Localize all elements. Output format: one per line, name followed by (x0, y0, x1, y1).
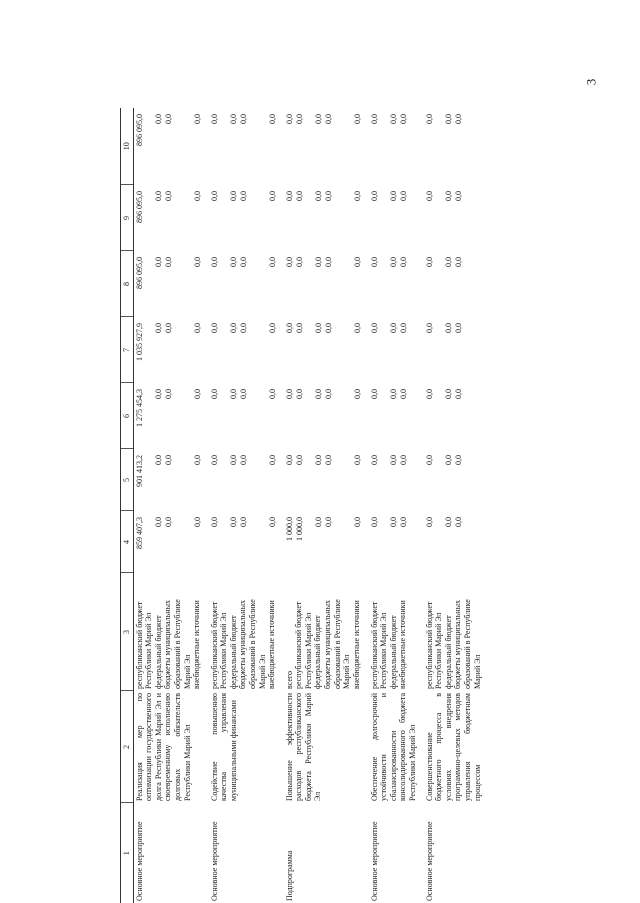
value: 0,0 (153, 389, 163, 399)
value-cell (209, 383, 284, 449)
value: 0,0 (323, 455, 333, 465)
funding-source: республиканский бюджет Республики Марий Эл (294, 601, 313, 689)
value: 0,0 (388, 455, 398, 465)
value-cell (284, 185, 369, 251)
value: 0,0 (424, 455, 434, 465)
table-row (209, 108, 284, 903)
value-cell (369, 185, 424, 251)
value: 0,0 (398, 191, 408, 201)
value: 0,0 (267, 257, 277, 267)
rotated-table-area (120, 108, 550, 903)
value: 0,0 (209, 323, 219, 333)
value: 0,0 (313, 389, 323, 399)
funding-source: федеральный бюджет (153, 615, 163, 689)
value: 0,0 (388, 517, 398, 527)
value: 0,0 (153, 114, 163, 124)
header-cell: 8 (121, 251, 134, 317)
value: 0,0 (209, 191, 219, 201)
funding-source: внебюджетные источники (398, 600, 408, 689)
table-body (133, 108, 488, 903)
value: 0,0 (209, 517, 219, 527)
value-cell (209, 185, 284, 251)
value: 0,0 (313, 323, 323, 333)
value: 0,0 (163, 389, 173, 399)
value: 0,0 (238, 517, 248, 527)
value-cell (284, 449, 369, 511)
value-cell (424, 108, 489, 185)
document-page (120, 108, 550, 903)
value: 0,0 (369, 191, 379, 201)
header-cell: 4 (121, 511, 134, 573)
header-cell: 7 (121, 317, 134, 383)
header-cell: 1 (121, 803, 134, 903)
value: 0,0 (369, 389, 379, 399)
funding-source: внебюджетные источники (351, 600, 361, 689)
funding-source: внебюджетные источники (192, 600, 202, 689)
value-cell (369, 251, 424, 317)
value: 0,0 (294, 455, 304, 465)
value-cell (133, 383, 209, 449)
value-cell (424, 251, 489, 317)
value: 0,0 (238, 455, 248, 465)
value: 0,0 (267, 323, 277, 333)
value: 0,0 (284, 389, 294, 399)
funding-source: федеральный бюджет (313, 615, 323, 689)
value: 0,0 (453, 389, 463, 399)
row-type: Основное мероприятие (369, 821, 379, 901)
value: 0,0 (453, 191, 463, 201)
value-cell (133, 251, 209, 317)
row-type: Основное мероприятие (424, 821, 434, 901)
value: 0,0 (352, 114, 362, 124)
value: 0,0 (388, 389, 398, 399)
row-name: Содействие повышению качества управления муниципальными финансами (209, 693, 238, 801)
value: 0,0 (323, 191, 333, 201)
value: 0,0 (209, 257, 219, 267)
funding-source: федеральный бюджет (388, 615, 398, 689)
value: 0,0 (388, 257, 398, 267)
value: 0,0 (192, 114, 202, 124)
value: 0,0 (209, 114, 219, 124)
header-cell: 3 (121, 573, 134, 691)
funding-source: внебюджетные источники (267, 600, 277, 689)
funding-sources (284, 573, 369, 691)
value: 0,0 (398, 389, 408, 399)
value: 0,0 (388, 114, 398, 124)
value: 0,0 (163, 257, 173, 267)
header-cell: 10 (121, 108, 134, 185)
value: 0,0 (294, 191, 304, 201)
value: 0,0 (228, 323, 238, 333)
value: 0,0 (192, 323, 202, 333)
value: 0,0 (153, 517, 163, 527)
value: 859 407,3 (134, 517, 144, 549)
header-cell: 6 (121, 383, 134, 449)
funding-source: бюджеты муниципальных образований в Республике Марий Эл (163, 599, 192, 689)
value-cell (133, 108, 209, 185)
header-cell: 5 (121, 449, 134, 511)
value-cell (424, 317, 489, 383)
header-cell: 2 (121, 691, 134, 803)
value: 0,0 (192, 389, 202, 399)
funding-sources (369, 573, 424, 691)
value: 0,0 (369, 455, 379, 465)
value: 0,0 (443, 191, 453, 201)
value: 0,0 (352, 323, 362, 333)
row-name: Реализация мер по оптимизации государственного долга Республики Марий Эл и своевременному исполнению долговых обязательств Республики Марий Эл (134, 693, 192, 801)
value-cell (133, 185, 209, 251)
value-cell (369, 317, 424, 383)
value: 0,0 (369, 114, 379, 124)
value: 0,0 (443, 323, 453, 333)
value-cell (284, 317, 369, 383)
value: 0,0 (313, 114, 323, 124)
value: 0,0 (323, 323, 333, 333)
value: 0,0 (313, 257, 323, 267)
value: 0,0 (209, 389, 219, 399)
value: 0,0 (192, 257, 202, 267)
value: 0,0 (163, 191, 173, 201)
value: 0,0 (398, 257, 408, 267)
value: 0,0 (153, 323, 163, 333)
value: 0,0 (352, 389, 362, 399)
value: 0,0 (453, 517, 463, 527)
value-cell (284, 251, 369, 317)
value: 0,0 (388, 323, 398, 333)
value: 0,0 (352, 257, 362, 267)
funding-source: бюджеты муниципальных образований в Республике Марий Эл (322, 599, 352, 689)
value: 0,0 (267, 389, 277, 399)
table-row (369, 108, 424, 903)
value: 1 035 927,9 (134, 323, 144, 361)
value: 0,0 (238, 191, 248, 201)
value: 1 275 454,3 (134, 389, 144, 427)
value-cell (369, 108, 424, 185)
table-row (424, 108, 489, 903)
value: 1 000,0 (294, 517, 304, 541)
value: 0,0 (453, 257, 463, 267)
value-cell (133, 317, 209, 383)
funding-source: республиканский бюджет Республики Марий Эл (209, 601, 229, 689)
value: 0,0 (443, 455, 453, 465)
row-type: Основное мероприятие (134, 821, 144, 901)
row-name: Обеспечение долгосрочной устойчивости и сбалансированности консолидированного бюджета Республики Марий Эл (369, 693, 417, 801)
value: 896 095,0 (134, 257, 144, 289)
value: 0,0 (369, 257, 379, 267)
value: 0,0 (153, 257, 163, 267)
value: 0,0 (153, 191, 163, 201)
value: 0,0 (424, 114, 434, 124)
row-type: Основное мероприятие (209, 821, 219, 901)
value: 0,0 (352, 455, 362, 465)
value: 0,0 (284, 191, 294, 201)
value-cell (424, 511, 489, 573)
funding-source: республиканский бюджет Республики Марий Эл (424, 601, 444, 689)
value: 0,0 (209, 455, 219, 465)
value: 0,0 (424, 323, 434, 333)
value: 0,0 (238, 323, 248, 333)
value: 0,0 (323, 389, 333, 399)
value: 0,0 (424, 517, 434, 527)
value: 0,0 (313, 517, 323, 527)
value: 0,0 (228, 257, 238, 267)
funding-sources (133, 573, 209, 691)
value: 0,0 (352, 517, 362, 527)
value: 896 095,0 (134, 191, 144, 223)
value: 0,0 (238, 389, 248, 399)
funding-source: республиканский бюджет Республики Марий Эл (369, 601, 389, 689)
value: 0,0 (267, 191, 277, 201)
value: 0,0 (453, 455, 463, 465)
value-cell (133, 449, 209, 511)
value: 0,0 (453, 323, 463, 333)
value: 0,0 (163, 323, 173, 333)
value: 0,0 (163, 517, 173, 527)
row-name: Повышение эффективности расходов республиканского бюджета Республики Марий Эл (284, 693, 323, 801)
value: 0,0 (153, 455, 163, 465)
value: 0,0 (424, 257, 434, 267)
value: 0,0 (323, 517, 333, 527)
value: 0,0 (424, 389, 434, 399)
value-cell (424, 383, 489, 449)
value: 896 095,0 (134, 114, 144, 146)
funding-source: федеральный бюджет (443, 615, 453, 689)
value: 0,0 (443, 257, 453, 267)
value-cell (284, 383, 369, 449)
value: 0,0 (163, 455, 173, 465)
value-cell (284, 108, 369, 185)
value: 0,0 (238, 114, 248, 124)
value: 0,0 (228, 389, 238, 399)
value: 0,0 (163, 114, 173, 124)
value-cell (369, 449, 424, 511)
value: 0,0 (284, 114, 294, 124)
value-cell (209, 108, 284, 185)
row-name: Совершенствование бюджетного процесса в условиях внедрения программно-целевых методов управления бюджетным процессом (424, 693, 482, 801)
value: 0,0 (294, 257, 304, 267)
value: 0,0 (443, 517, 453, 527)
value: 0,0 (228, 517, 238, 527)
value: 0,0 (352, 191, 362, 201)
value: 0,0 (398, 517, 408, 527)
value: 0,0 (424, 191, 434, 201)
value: 0,0 (238, 257, 248, 267)
value: 0,0 (443, 114, 453, 124)
value: 0,0 (267, 455, 277, 465)
value-cell (133, 511, 209, 573)
funding-source: бюджеты муниципальных образований в Республике Марий Эл (238, 599, 267, 689)
header-cell: 9 (121, 185, 134, 251)
value-cell (284, 511, 369, 573)
funding-source: федеральный бюджет (228, 615, 238, 689)
page-number: 3 (583, 78, 599, 86)
header-row (121, 108, 134, 903)
value: 0,0 (388, 191, 398, 201)
value: 0,0 (294, 323, 304, 333)
value: 0,0 (313, 455, 323, 465)
value-cell (424, 185, 489, 251)
value: 0,0 (323, 114, 333, 124)
row-type: Подпрограмма (284, 850, 294, 901)
value: 0,0 (369, 323, 379, 333)
funding-source: бюджеты муниципальных образований в Республике Марий Эл (453, 599, 482, 689)
value: 0,0 (228, 114, 238, 124)
value: 0,0 (228, 191, 238, 201)
value-cell (369, 383, 424, 449)
value: 0,0 (267, 114, 277, 124)
value: 0,0 (284, 323, 294, 333)
value: 0,0 (398, 114, 408, 124)
value: 0,0 (398, 323, 408, 333)
value-cell (209, 511, 284, 573)
value: 0,0 (443, 389, 453, 399)
funding-source: всего (284, 670, 294, 689)
value-cell (424, 449, 489, 511)
value: 0,0 (267, 517, 277, 527)
table-row (284, 108, 369, 903)
value: 0,0 (192, 455, 202, 465)
value: 1 000,0 (284, 517, 294, 541)
value: 0,0 (369, 517, 379, 527)
value-cell (209, 317, 284, 383)
value: 901 413,2 (134, 455, 144, 487)
value: 0,0 (284, 257, 294, 267)
funding-source: республиканский бюджет Республики Марий Эл (134, 601, 154, 689)
value: 0,0 (294, 114, 304, 124)
value: 0,0 (313, 191, 323, 201)
value: 0,0 (323, 257, 333, 267)
value-cell (209, 449, 284, 511)
value: 0,0 (284, 455, 294, 465)
funding-sources (424, 573, 489, 691)
value: 0,0 (192, 517, 202, 527)
table-row (133, 108, 209, 903)
value: 0,0 (192, 191, 202, 201)
funding-sources (209, 573, 284, 691)
value-cell (369, 511, 424, 573)
budget-table (120, 108, 489, 903)
value: 0,0 (228, 455, 238, 465)
value: 0,0 (453, 114, 463, 124)
value: 0,0 (294, 389, 304, 399)
value-cell (209, 251, 284, 317)
value: 0,0 (398, 455, 408, 465)
